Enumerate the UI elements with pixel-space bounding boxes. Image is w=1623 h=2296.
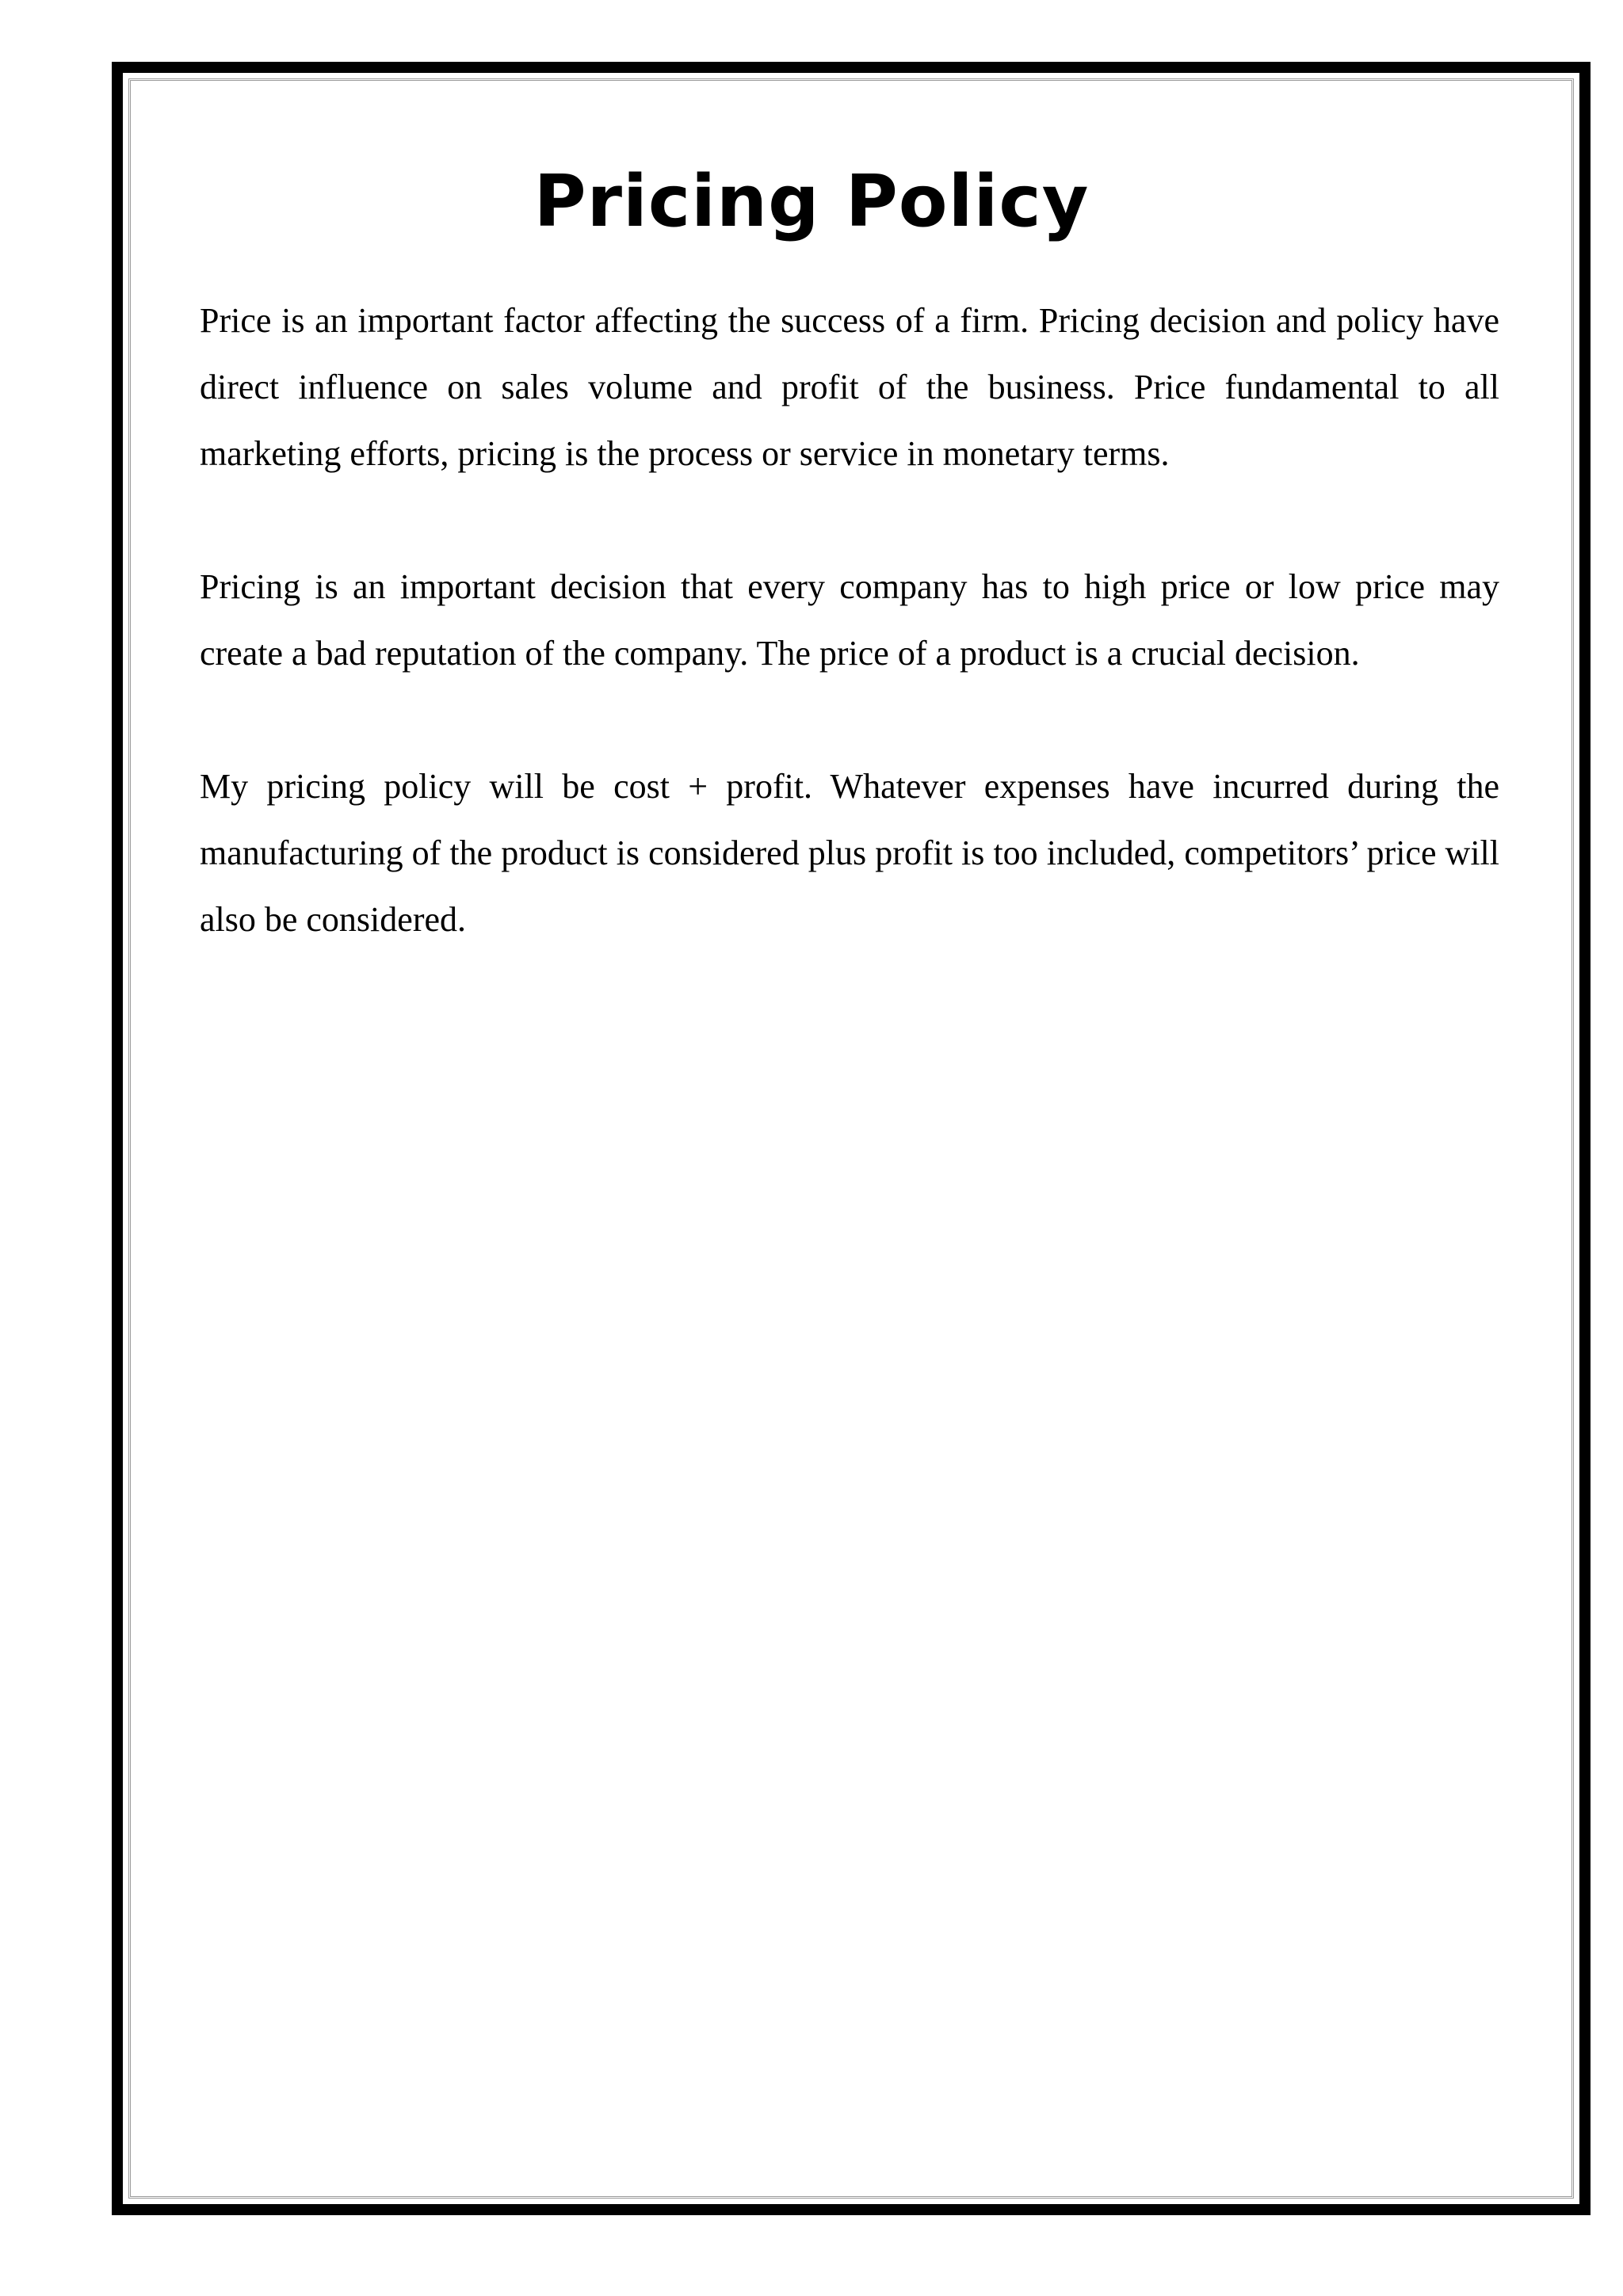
- document-body: [200, 288, 1499, 1020]
- page-title: Pricing Policy: [533, 160, 1090, 243]
- paragraph-my-pricing-policy: My pricing policy will be cost + profit. Whatever expenses have incurred during the manufacturing of the product is considered plus profit is too included, competitors’ price will also be considered.: [200, 767, 1499, 939]
- paragraph-price-importance: Price is an important factor affecting the success of a firm. Pricing decision and policy have direct influence on sales volume and profit of the business. Price fundamental to all marketing efforts, pricing is the process or service in monetary terms.: [200, 301, 1499, 473]
- paragraph-pricing-decision: Pricing is an important decision that every company has to high price or low price may create a bad reputation of the company. The price of a product is a crucial decision.: [200, 567, 1499, 673]
